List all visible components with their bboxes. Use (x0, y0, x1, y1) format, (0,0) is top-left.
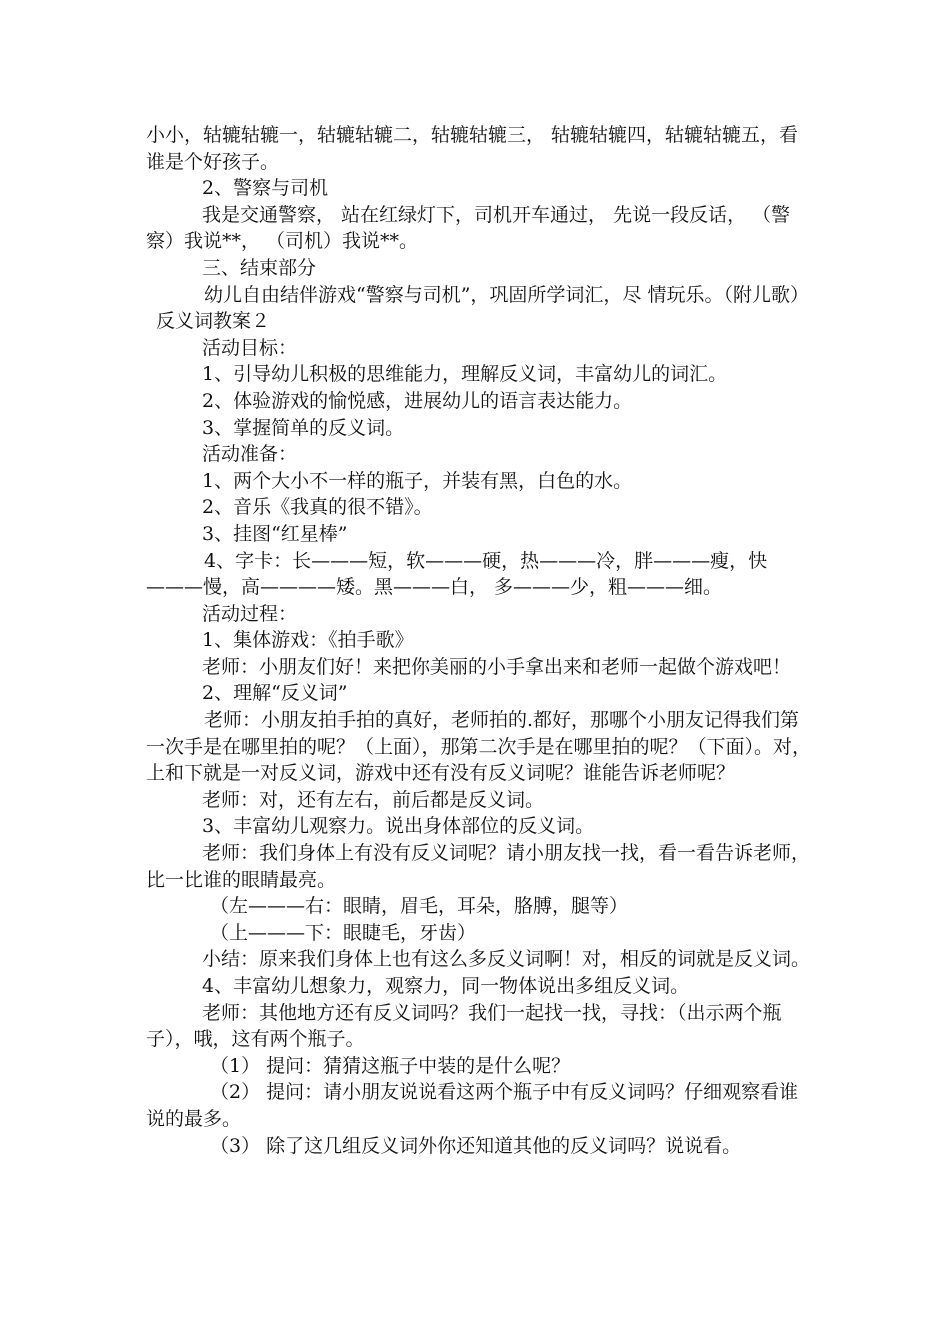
list-item: 4、丰富幼儿想象力，观察力，同一物体说出多组反义词。 (202, 975, 690, 997)
document-body (146, 122, 816, 1159)
list-item: （2） 提问：请小朋友说说看这两个瓶子中有反义词吗？仔细观察看谁说的最多。 (146, 1081, 799, 1130)
paragraph: 老师：其他地方还有反义词吗？我们一起找一找，寻找：（出示两个瓶子），哦，这有两个瓶子。 (146, 1001, 782, 1051)
paragraph: 小小，轱辘轱辘一，轱辘轱辘二，轱辘轱辘三， 轱辘轱辘四，轱辘轱辘五，看谁是个好孩子。 (146, 124, 799, 173)
list-item: 3、掌握简单的反义词。 (202, 416, 405, 439)
paragraph: 老师：对，还有左右，前后都是反义词。 (202, 788, 545, 811)
paragraph: 老师：小朋友拍手拍的真好，老师拍的.都好，那哪个小朋友记得我们第一次手是在哪里拍的呢？（上面），那第二次手是在哪里拍的呢？（下面）。对，上和下就是一对反义词，游戏中还有没有反义词呢？谁能告诉老师呢？ (146, 709, 812, 785)
paragraph: 幼儿自由结伴游戏“警察与司机”，巩固所学词汇，尽 情玩乐。（附儿歌） (204, 283, 809, 306)
section-heading: 活动目标： (202, 336, 298, 359)
paragraph: 老师：小朋友们好！来把你美丽的小手拿出来和老师一起做个游戏吧！ (202, 655, 792, 678)
document-title: 反义词教案２ (156, 310, 271, 333)
list-item: （3） 除了这几组反义词外你还知道其他的反义词吗？说说看。 (210, 1134, 742, 1157)
section-heading: 活动准备： (202, 443, 298, 466)
list-item: 2、体验游戏的愉悦感，进展幼儿的语言表达能力。 (202, 389, 633, 412)
paragraph: （左———右：眼睛，眉毛，耳朵，胳膊，腿等） (210, 895, 629, 918)
list-item: 3、丰富幼儿观察力。说出身体部位的反义词。 (202, 815, 595, 838)
section-heading: 活动过程： (202, 602, 298, 625)
list-item: 1、引导幼儿积极的思维能力，理解反义词，丰富幼儿的词汇。 (202, 363, 728, 386)
paragraph: 老师：我们身体上有没有反义词呢？请小朋友找一找，看一看告诉老师，比一比谁的眼睛最亮。 (146, 842, 811, 891)
paragraph: （上———下：眼睫毛，牙齿） (210, 921, 477, 944)
section-heading: 2、警察与司机 (202, 177, 329, 200)
list-item: 3、挂图“红星棒” (202, 522, 348, 545)
list-item: 2、音乐《我真的很不错》。 (202, 496, 433, 519)
section-heading: 三、结束部分 (202, 256, 317, 279)
list-item: 2、理解“反义词” (202, 682, 348, 705)
list-item: 4、字卡：长———短，软———硬，热———冷，胖———瘦，快———慢，高————矮。黑———白， 多———少，粗———细。 (146, 549, 768, 599)
paragraph: 我是交通警察， 站在红绿灯下，司机开车通过， 先说一段反话， （警察）我说**， （司机）我说**。 (146, 203, 791, 253)
list-item: 1、两个大小不一样的瓶子，并装有黑，白色的水。 (202, 469, 633, 492)
list-item: （1） 提问：猜猜这瓶子中装的是什么呢？ (210, 1054, 571, 1077)
list-item: 1、集体游戏：《拍手歌》 (202, 629, 414, 652)
paragraph: 小结：原来我们身体上也有这么多反义词啊！对，相反的词就是反义词。 (202, 948, 811, 971)
